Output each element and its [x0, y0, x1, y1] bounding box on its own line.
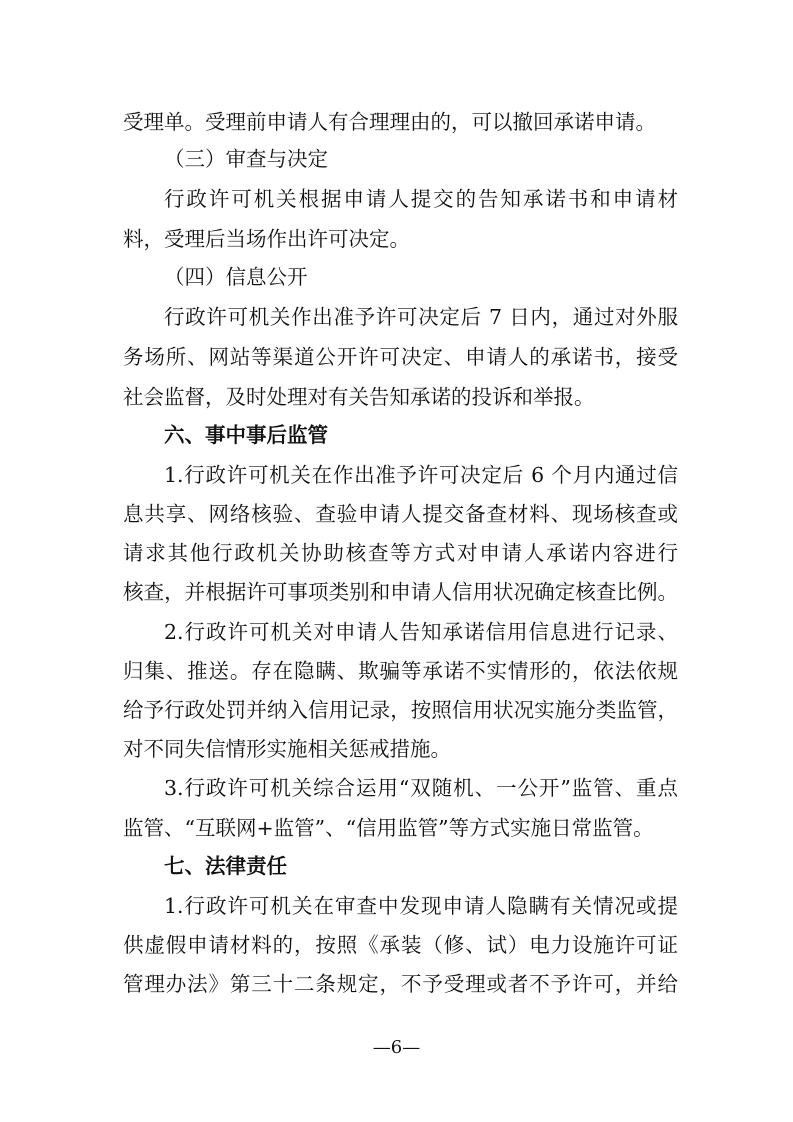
paragraph-line: 供虚假申请材料的，按照《承装（修、试）电力设施许可证: [123, 933, 678, 957]
paragraph-line: 社会监督，及时处理对有关告知承诺的投诉和举报。: [123, 385, 595, 409]
paragraph-line: 行政许可机关根据申请人提交的告知承诺书和申请材: [164, 187, 678, 211]
section-heading: 六、事中事后监管: [164, 423, 328, 447]
paragraph-line: 监管、“互联网+监管”、“信用监管”等方式实施日常监管。: [123, 816, 654, 840]
paragraph-line: 2.行政许可机关对申请人告知承诺信用信息进行记录、: [164, 620, 678, 644]
paragraph-line: 料，受理后当场作出许可决定。: [123, 227, 410, 251]
paragraph-line: 给予行政处罚并纳入信用记录，按照信用状况实施分类监管，: [123, 698, 678, 722]
page-number: —6—: [372, 1037, 421, 1058]
subsection-heading: （四）信息公开: [164, 265, 308, 289]
paragraph-line: 请求其他行政机关协助核查等方式对申请人承诺内容进行: [123, 541, 678, 565]
section-heading: 七、法律责任: [164, 854, 287, 878]
paragraph-line: 务场所、网站等渠道公开许可决定、申请人的承诺书，接受: [123, 345, 678, 369]
paragraph-line: 3.行政许可机关综合运用“双随机、一公开”监管、重点: [164, 776, 678, 800]
paragraph-line: 对不同失信情形实施相关惩戒措施。: [123, 737, 451, 761]
paragraph-line: 1.行政许可机关在审查中发现申请人隐瞒有关情况或提: [164, 894, 678, 918]
paragraph-line: 受理单。受理前申请人有合理理由的，可以撤回承诺申请。: [123, 110, 656, 134]
paragraph-line: 管理办法》第三十二条规定，不予受理或者不予许可，并给: [123, 972, 678, 996]
paragraph-line: 息共享、网络核验、查验申请人提交备查材料、现场核查或: [123, 502, 678, 526]
paragraph-line: 归集、推送。存在隐瞒、欺骗等承诺不实情形的，依法依规: [123, 659, 678, 683]
paragraph-line: 核查，并根据许可事项类别和申请人信用状况确定核查比例。: [123, 580, 678, 604]
paragraph-line: 行政许可机关作出准予许可决定后 7 日内，通过对外服: [164, 305, 678, 329]
paragraph-line: 1.行政许可机关在作出准予许可决定后 6 个月内通过信: [164, 463, 678, 487]
subsection-heading: （三）审查与决定: [164, 147, 328, 171]
